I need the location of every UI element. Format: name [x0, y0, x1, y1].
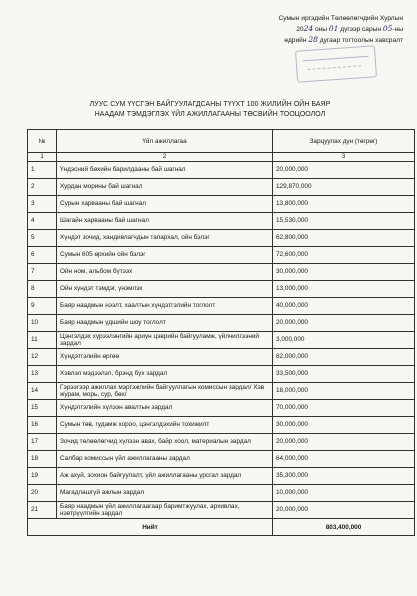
- row-activity: Үндэсний бөхийн барилдааны бай шагнал: [57, 162, 273, 179]
- row-activity: Ойн ном, альбом бүтээх: [57, 264, 273, 281]
- row-activity: Аж ахуй, зохион байгуулалт, үйл ажиллагааны урсгал зардал: [57, 468, 273, 485]
- table-row: [28, 451, 415, 468]
- row-activity: Хурдан морины бай шагнал: [57, 179, 273, 196]
- budget-table: [27, 129, 415, 536]
- row-number: 13: [28, 366, 57, 383]
- table-row: [28, 332, 415, 349]
- table-row: [28, 434, 415, 451]
- table-row: [28, 468, 415, 485]
- header-line-2: 2024 оны 01 дүгээр сарын 05-ны: [296, 24, 403, 33]
- index-cell: 2: [57, 153, 273, 162]
- handwritten-day: 05: [382, 24, 393, 33]
- row-number: 8: [28, 281, 57, 298]
- row-number: 4: [28, 213, 57, 230]
- header-line-1: Сумын иргэдийн Төлөөлөгчдийн Хурлын: [278, 15, 403, 22]
- table-row: [28, 196, 415, 213]
- row-amount: 30,000,000: [273, 264, 415, 281]
- row-activity: Магадлашгүй ажлын зардал: [57, 485, 273, 502]
- row-activity: Баяр наадмын нээлт, хаалтын хүндэтгэлийн тоглолт: [57, 298, 273, 315]
- row-number: 3: [28, 196, 57, 213]
- row-amount: 35,300,000: [273, 468, 415, 485]
- row-number: 6: [28, 247, 57, 264]
- row-number: 19: [28, 468, 57, 485]
- official-stamp-icon: [295, 45, 377, 83]
- row-activity: Сумын төв, гудамж хороо, цэнгэлдэхийн тохижилт: [57, 417, 273, 434]
- row-amount: 3,000,000: [273, 332, 415, 349]
- row-amount: 82,000,000: [273, 349, 415, 366]
- row-activity: Зочид төлөөлөгчид хүлээн авах, байр хоол, материалын зардал: [57, 434, 273, 451]
- table-row: [28, 417, 415, 434]
- row-number: 9: [28, 298, 57, 315]
- row-amount: 33,500,000: [273, 366, 415, 383]
- row-number: 12: [28, 349, 57, 366]
- resolution-annex-header: [173, 14, 403, 46]
- row-activity: Цэнгэлдэх хүрээлэнгийн ариун цэврийн байгууламж, үйлчилгээний зардал: [57, 332, 273, 349]
- row-activity: Шагайн харвааны бай шагнал: [57, 213, 273, 230]
- table-row: [28, 264, 415, 281]
- table-row: [28, 213, 415, 230]
- row-amount: 13,000,000: [273, 281, 415, 298]
- row-amount: 72,600,000: [273, 247, 415, 264]
- row-amount: 62,800,000: [273, 230, 415, 247]
- row-amount: 13,800,000: [273, 196, 415, 213]
- table-row: [28, 247, 415, 264]
- row-activity: Гэрээгээр ажиллах мэргэжлийн байгууллагын комиссын зардал/ Хэв журам, морь, сур, бөх/: [57, 383, 273, 400]
- table-row: [28, 281, 415, 298]
- row-number: 1: [28, 162, 57, 179]
- row-number: 2: [28, 179, 57, 196]
- header-amount: Зарцуулах дүн (төгрөг): [273, 130, 415, 153]
- row-activity: Хүндэт зочид, хандивлагчдын тапархал, ойн бэлэг: [57, 230, 273, 247]
- handwritten-resolution-number: 28: [308, 35, 318, 44]
- row-number: 14: [28, 383, 57, 400]
- row-amount: 15,530,000: [273, 213, 415, 230]
- title-line-1: ЛУУС СУМ ҮҮСГЭН БАЙГУУЛАГДСАНЫ ТҮҮХТ 100 ЖИЛИЙН ОЙН БАЯР: [89, 101, 331, 108]
- row-activity: Сурын харвааны бай шагнал: [57, 196, 273, 213]
- row-activity: Ойн хүндэт тэмдэг, үнэмлэх: [57, 281, 273, 298]
- table-row: [28, 230, 415, 247]
- handwritten-year: 24: [303, 24, 314, 33]
- handwritten-month: 01: [328, 24, 339, 33]
- table-row: [28, 349, 415, 366]
- row-amount: 30,000,000: [273, 417, 415, 434]
- row-amount: 70,000,000: [273, 400, 415, 417]
- row-amount: 20,000,000: [273, 162, 415, 179]
- table-row: [28, 366, 415, 383]
- table-row: [28, 315, 415, 332]
- row-number: 10: [28, 315, 57, 332]
- row-activity: Сумын 605 өрхийн ойн бэлэг: [57, 247, 273, 264]
- row-activity: Салбар комиссын үйл ажиллагааны зардал: [57, 451, 273, 468]
- row-amount: 18,000,000: [273, 383, 415, 400]
- row-number: 21: [28, 502, 57, 519]
- table-row: [28, 298, 415, 315]
- table-row: [28, 400, 415, 417]
- row-amount: 64,000,000: [273, 451, 415, 468]
- row-amount: 20,000,000: [273, 434, 415, 451]
- row-activity: Баяр наадмын үдшийн шоу тоглолт: [57, 315, 273, 332]
- row-amount: 20,000,000: [273, 502, 415, 519]
- row-amount: 40,000,000: [273, 298, 415, 315]
- row-amount: 129,870,000: [273, 179, 415, 196]
- row-activity: Хүндэтгэлийн хүлээн авалтын зардал: [57, 400, 273, 417]
- row-activity: Хэвлэл мэдээлэл, брэнд бүх зардал: [57, 366, 273, 383]
- total-label: Нийт: [28, 519, 273, 536]
- table-row: [28, 162, 415, 179]
- table-row: [28, 383, 415, 400]
- index-cell: 3: [273, 153, 415, 162]
- total-row: [28, 519, 415, 536]
- total-amount: 803,400,000: [273, 519, 415, 536]
- table-row: [28, 485, 415, 502]
- row-number: 5: [28, 230, 57, 247]
- row-number: 20: [28, 485, 57, 502]
- row-number: 18: [28, 451, 57, 468]
- column-index-row: [28, 153, 415, 162]
- row-activity: Хүндэтгэлийн өргөө: [57, 349, 273, 366]
- row-number: 17: [28, 434, 57, 451]
- header-activity: Үйл ажиллагаа: [57, 130, 273, 153]
- table-header-row: [28, 130, 415, 153]
- header-number: №: [28, 130, 57, 153]
- row-amount: 20,000,000: [273, 315, 415, 332]
- row-number: 7: [28, 264, 57, 281]
- table-row: [28, 179, 415, 196]
- row-number: 15: [28, 400, 57, 417]
- row-amount: 10,000,000: [273, 485, 415, 502]
- table-row: [28, 502, 415, 519]
- row-activity: Баяр наадмын үйл ажиллагаагаар баримтжуулах, архивлах, нэвтрүүлгийн зардал: [57, 502, 273, 519]
- row-number: 11: [28, 332, 57, 349]
- title-line-2: НААДАМ ТЭМДЭГЛЭХ ҮЙЛ АЖИЛЛАГААНЫ ТӨСВИЙН ТООЦООЛОЛ: [94, 111, 326, 118]
- document-title: [40, 100, 380, 120]
- header-line-3: өдрийн 28 дугаар тогтоолын хавсралт: [284, 35, 403, 44]
- row-number: 16: [28, 417, 57, 434]
- index-cell: 1: [28, 153, 57, 162]
